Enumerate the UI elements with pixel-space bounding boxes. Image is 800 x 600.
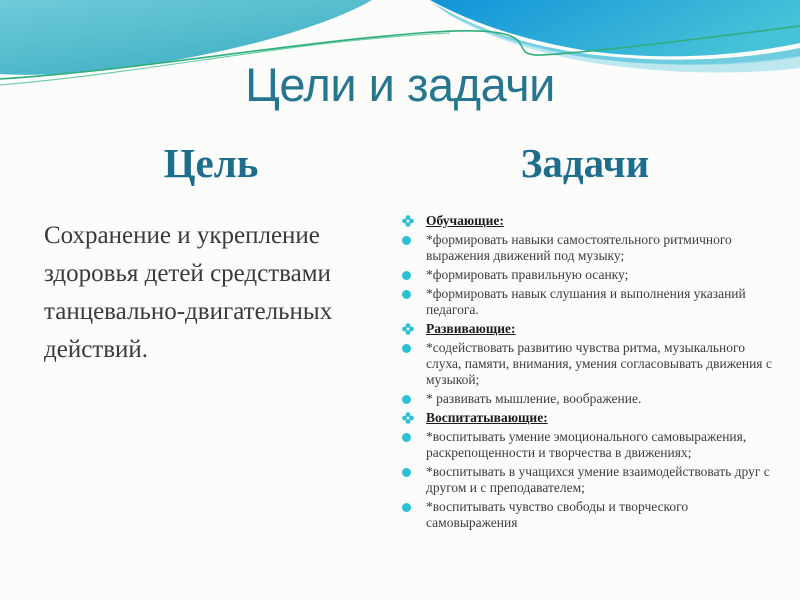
goal-paragraph <box>30 217 392 369</box>
task-item-text: * развивать мышление, воображение. <box>426 391 642 407</box>
task-item-text: *формировать навык слушания и выполнения указаний педагога. <box>426 286 746 318</box>
task-category <box>398 321 778 337</box>
goal-line: танцевально-двигательных <box>44 298 333 326</box>
task-item <box>398 340 778 388</box>
task-item-text: *содействовать развитию чувства ритма, музыкального слуха, памяти, внимания, умения согласовывать движения с музыкой; <box>426 340 772 388</box>
flower-bullet-icon <box>402 323 414 335</box>
task-item <box>398 464 778 496</box>
tasks-column <box>392 140 800 534</box>
task-category <box>398 410 778 426</box>
goal-line: действий. <box>44 336 149 364</box>
circle-bullet-icon <box>402 271 411 280</box>
tasks-heading: Задачи <box>520 140 650 186</box>
circle-bullet-icon <box>402 468 411 477</box>
task-item <box>398 267 778 283</box>
task-category-label: Обучающие: <box>426 213 504 229</box>
task-item-text: *воспитывать в учащихся умение взаимодействовать друг с другом и с преподавателем; <box>426 464 770 496</box>
task-item <box>398 499 778 531</box>
circle-bullet-icon <box>402 290 411 299</box>
circle-bullet-icon <box>402 395 411 404</box>
circle-bullet-icon <box>402 503 411 512</box>
goal-line: Сохранение и укрепление <box>44 222 320 250</box>
task-item <box>398 429 778 461</box>
goal-line: здоровья детей средствами <box>44 260 331 288</box>
task-category-label: Развивающие: <box>426 321 516 337</box>
task-item-text: *формировать навыки самостоятельного ритмичного выражения движений под музыку; <box>426 232 732 264</box>
task-item <box>398 232 778 264</box>
circle-bullet-icon <box>402 433 411 442</box>
task-item-text: *формировать правильную осанку; <box>426 267 629 283</box>
goal-heading: Цель <box>163 140 259 186</box>
circle-bullet-icon <box>402 236 411 245</box>
two-column-layout <box>0 140 800 534</box>
task-item-text: *воспитывать чувство свободы и творческого самовыражения <box>426 499 689 531</box>
task-category-label: Воспитатывающие: <box>426 410 548 426</box>
flower-bullet-icon <box>402 215 414 227</box>
slide-title: Цели и задачи <box>245 58 555 111</box>
tasks-list <box>392 213 778 531</box>
task-category <box>398 213 778 229</box>
goal-column <box>0 140 392 534</box>
task-item <box>398 391 778 407</box>
task-item-text: *воспитывать умение эмоционального самовыражения, раскрепощенности и творчества в движениях; <box>426 429 747 461</box>
task-item <box>398 286 778 318</box>
flower-bullet-icon <box>402 412 414 424</box>
circle-bullet-icon <box>402 344 411 353</box>
